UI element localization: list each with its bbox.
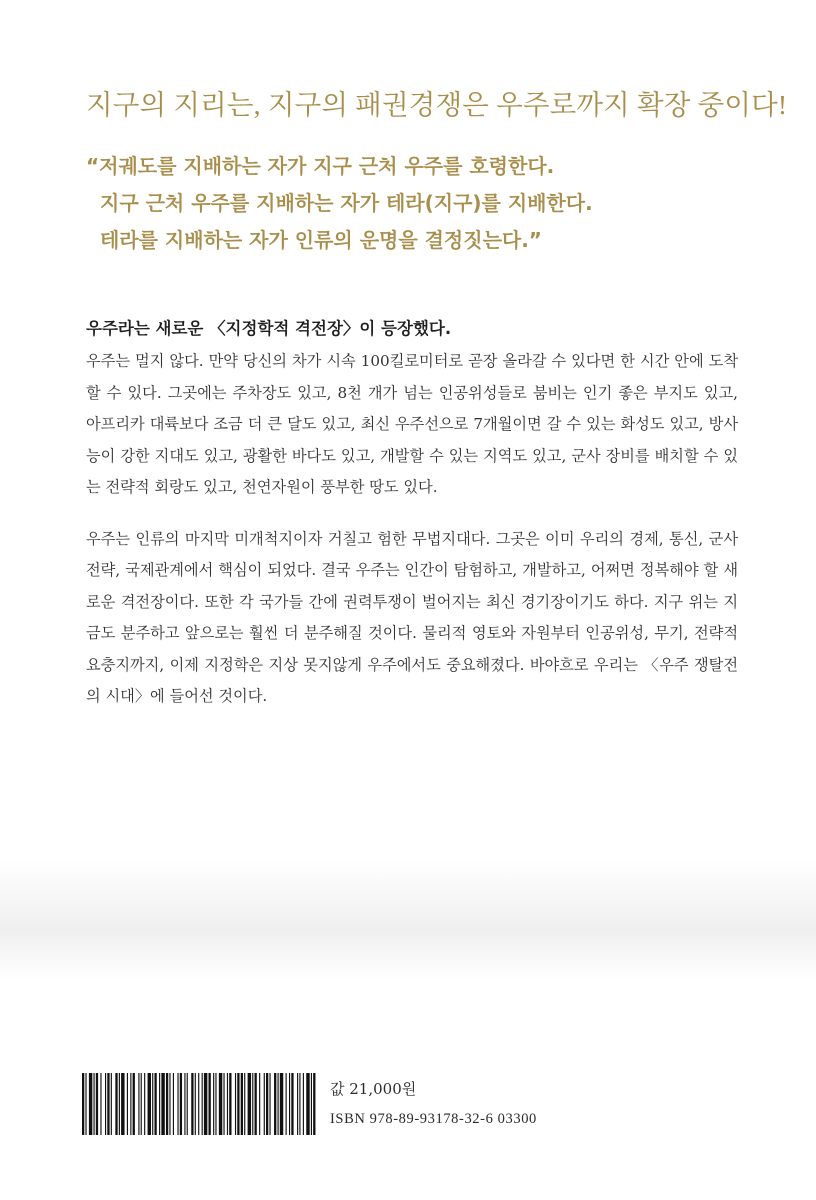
barcode-bar <box>286 1073 287 1135</box>
barcode-bar <box>105 1073 106 1135</box>
barcode-bar <box>195 1073 196 1135</box>
barcode-bar <box>127 1073 128 1135</box>
barcode-bar <box>111 1073 112 1135</box>
barcode-bar <box>121 1073 124 1135</box>
barcode-bar <box>297 1073 298 1135</box>
barcode-bar <box>169 1073 170 1135</box>
barcode-bar <box>184 1073 185 1135</box>
barcode-bar <box>144 1073 145 1135</box>
barcode-bar <box>85 1073 86 1135</box>
barcode-icon <box>82 1073 318 1135</box>
barcode-bar <box>177 1073 178 1135</box>
barcode-bar <box>96 1073 98 1135</box>
barcode-bar <box>311 1073 312 1135</box>
barcode-bar <box>148 1073 151 1135</box>
barcode-bar <box>269 1073 270 1135</box>
barcode-bar <box>244 1073 245 1135</box>
barcode-bar <box>191 1073 193 1135</box>
barcode-bar <box>173 1073 174 1135</box>
body-paragraph-1: 우주는 멀지 않다. 만약 당신의 차가 시속 100킬로미터로 곧장 올라갈 수 있다면 한 시간 안에 도착할 수 있다. 그곳에는 주차장도 있고, 8천 개가 넘는 인공위성들로 붐비는 인기 좋은 부지도 있고, 아프리카 대륙보다 조금 더 큰 달도 있고, 최신 우주선으로 7개월이면 갈 수 있는 화성도 있고, 방사능이 강한 지대도 있고, 광활한 바다도 있고, 개발할 수 있는 지역도 있고, 군사 장비를 배치할 수 있는 전략적 회랑도 있고, 천연자원이 풍부한 땅도 있다. <box>86 352 738 496</box>
barcode-bar <box>138 1073 139 1135</box>
barcode-bar <box>237 1073 239 1135</box>
barcode-bar <box>299 1073 300 1135</box>
barcode-bar <box>259 1073 260 1135</box>
barcode-bar <box>115 1073 117 1135</box>
barcode-bar <box>278 1073 279 1135</box>
barcode-bar <box>280 1073 283 1135</box>
barcode-bar <box>209 1073 211 1135</box>
barcode-bar <box>180 1073 182 1135</box>
barcode-bar <box>215 1073 216 1135</box>
barcode-bar <box>159 1073 160 1135</box>
barcode-bar <box>198 1073 199 1135</box>
barcode-graphic <box>82 1073 318 1135</box>
headline: 지구의 지리는, 지구의 패권경쟁은 우주로까지 확장 중이다! <box>86 89 788 120</box>
barcode-bar <box>241 1073 243 1135</box>
barcode-bar <box>235 1073 236 1135</box>
barcode-bar <box>223 1073 224 1135</box>
barcode-bar <box>107 1073 109 1135</box>
pull-quote <box>86 148 593 259</box>
barcode-bar <box>289 1073 290 1135</box>
barcode-bar <box>213 1073 214 1135</box>
barcode-bar <box>100 1073 101 1135</box>
barcode-bar <box>130 1073 131 1135</box>
quote-line-2: 지구 근처 우주를 지배하는 자가 테라(지구)를 지배한다. <box>100 191 593 215</box>
barcode-bar <box>154 1073 156 1135</box>
barcode-bar <box>313 1073 315 1135</box>
barcode-bar <box>264 1073 265 1135</box>
barcode-bar <box>202 1073 203 1135</box>
barcode-bar <box>306 1073 309 1135</box>
barcode-bar <box>161 1073 164 1135</box>
barcode-bar <box>89 1073 92 1135</box>
quote-line-1: “저궤도를 지배하는 자가 지구 근처 우주를 호령한다. <box>86 154 555 178</box>
barcode-bar <box>266 1073 268 1135</box>
barcode-bar <box>204 1073 207 1135</box>
barcode-bar <box>119 1073 120 1135</box>
barcode-bar <box>187 1073 188 1135</box>
barcode-bar <box>248 1073 251 1135</box>
section-subhead: 우주라는 새로운 〈지정학적 격전장〉이 등장했다. <box>86 319 452 338</box>
barcode-bar <box>229 1073 231 1135</box>
barcode-bar <box>274 1073 276 1135</box>
barcode-bar <box>94 1073 95 1135</box>
barcode-bar <box>82 1073 84 1135</box>
barcode-bar <box>255 1073 257 1135</box>
barcode-bar <box>141 1073 142 1135</box>
barcode-bar <box>166 1073 168 1135</box>
barcode-bar <box>252 1073 253 1135</box>
quote-line-3: 테라를 지배하는 자가 인류의 운명을 결정짓는다.” <box>100 228 542 252</box>
isbn-label: ISBN 978-89-93178-32-6 03300 <box>330 1111 537 1127</box>
barcode-bar <box>219 1073 222 1135</box>
price-label: 값 21,000원 <box>330 1080 417 1098</box>
price-block <box>330 1078 537 1130</box>
barcode-bar <box>133 1073 135 1135</box>
barcode-bar <box>303 1073 304 1135</box>
barcode-bar <box>227 1073 228 1135</box>
body-paragraph-2: 우주는 인류의 마지막 미개척지이자 거칠고 험한 무법지대다. 그곳은 이미 우리의 경제, 통신, 군사전략, 국제관계에서 핵심이 되었다. 결국 우주는 인간이 탐험하고, 개발하고, 어쩌면 정복해야 할 새로운 격전장이다. 또한 각 국가들 간에 권력투쟁이 벌어지는 최신 경기장이기도 하다. 지구 위는 지금도 분주하고 앞으로는 훨씬 더 분주해질 것이다. 물리적 영토와 자원부터 인공위성, 무기, 전략적 요충지까지, 이제 지정학은 지상 못지않게 우주에서도 중요해졌다. 바야흐로 우리는 〈우주 쟁탈전의 시대〉에 들어선 것이다. <box>86 529 738 705</box>
barcode-bar <box>291 1073 293 1135</box>
barcode-bar <box>152 1073 153 1135</box>
body-section <box>86 316 738 713</box>
